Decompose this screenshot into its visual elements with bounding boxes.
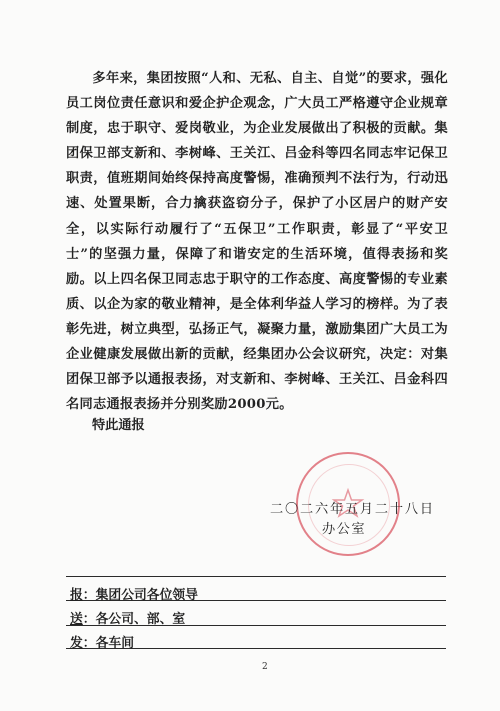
- distribution-separator: ：: [82, 636, 96, 651]
- distribution-line-send: [70, 608, 185, 627]
- distribution-key: 报: [70, 588, 83, 603]
- distribution-key: 送: [70, 612, 83, 627]
- page-number: 2: [262, 662, 268, 672]
- closing-line: 特此通报: [92, 418, 145, 433]
- distribution-line-report: [70, 584, 198, 603]
- issuer-office: 办公室: [322, 522, 367, 537]
- distribution-separator: ：: [82, 588, 96, 603]
- distribution-value: 各公司、部、室: [95, 612, 186, 627]
- distribution-value: 集团公司各位领导: [95, 588, 198, 603]
- issue-date: 二〇二六年五月二十八日: [270, 502, 435, 517]
- distribution-separator: ：: [82, 612, 96, 627]
- distribution-top-rule: [66, 576, 446, 577]
- distribution-key: 发: [70, 636, 83, 651]
- body-paragraph: 多年来，集团按照“人和、无私、自主、自觉”的要求，强化员工岗位责任意识和爱企护企观念，广大员工严格遵守企业规章制度，忠于职守、爱岗敬业，为企业发展做出了积极的贡献。集团保卫部支新和、李树峰、王关江、吕金科等四名同志牢记保卫职责，值班期间始终保持高度警惕，准确预判不法行为，行动迅速、处置果断，合力擒获盗窃分子，保护了小区居户的财产安全，以实际行动履行了“五保卫”工作职责，彰显了“平安卫士”的坚强力量，保障了和谐安定的生活环境，值得表扬和奖励。以上四名保卫同志忠于职守的工作态度、高度警惕的专业素质、以企为家的敬业精神，是全体利华益人学习的榜样。为了表彰先进，树立典型，弘扬正气，凝聚力量，激励集团广大员工为企业健康发展做出新的贡献，经集团办公会议研究，决定：对集团保卫部予以通报表扬，对支新和、李树峰、王关江、吕金科四名同志通报表扬并分别奖励2000元。: [66, 71, 448, 413]
- distribution-value: 各车间: [95, 636, 134, 651]
- distribution-line-issue: [70, 632, 134, 651]
